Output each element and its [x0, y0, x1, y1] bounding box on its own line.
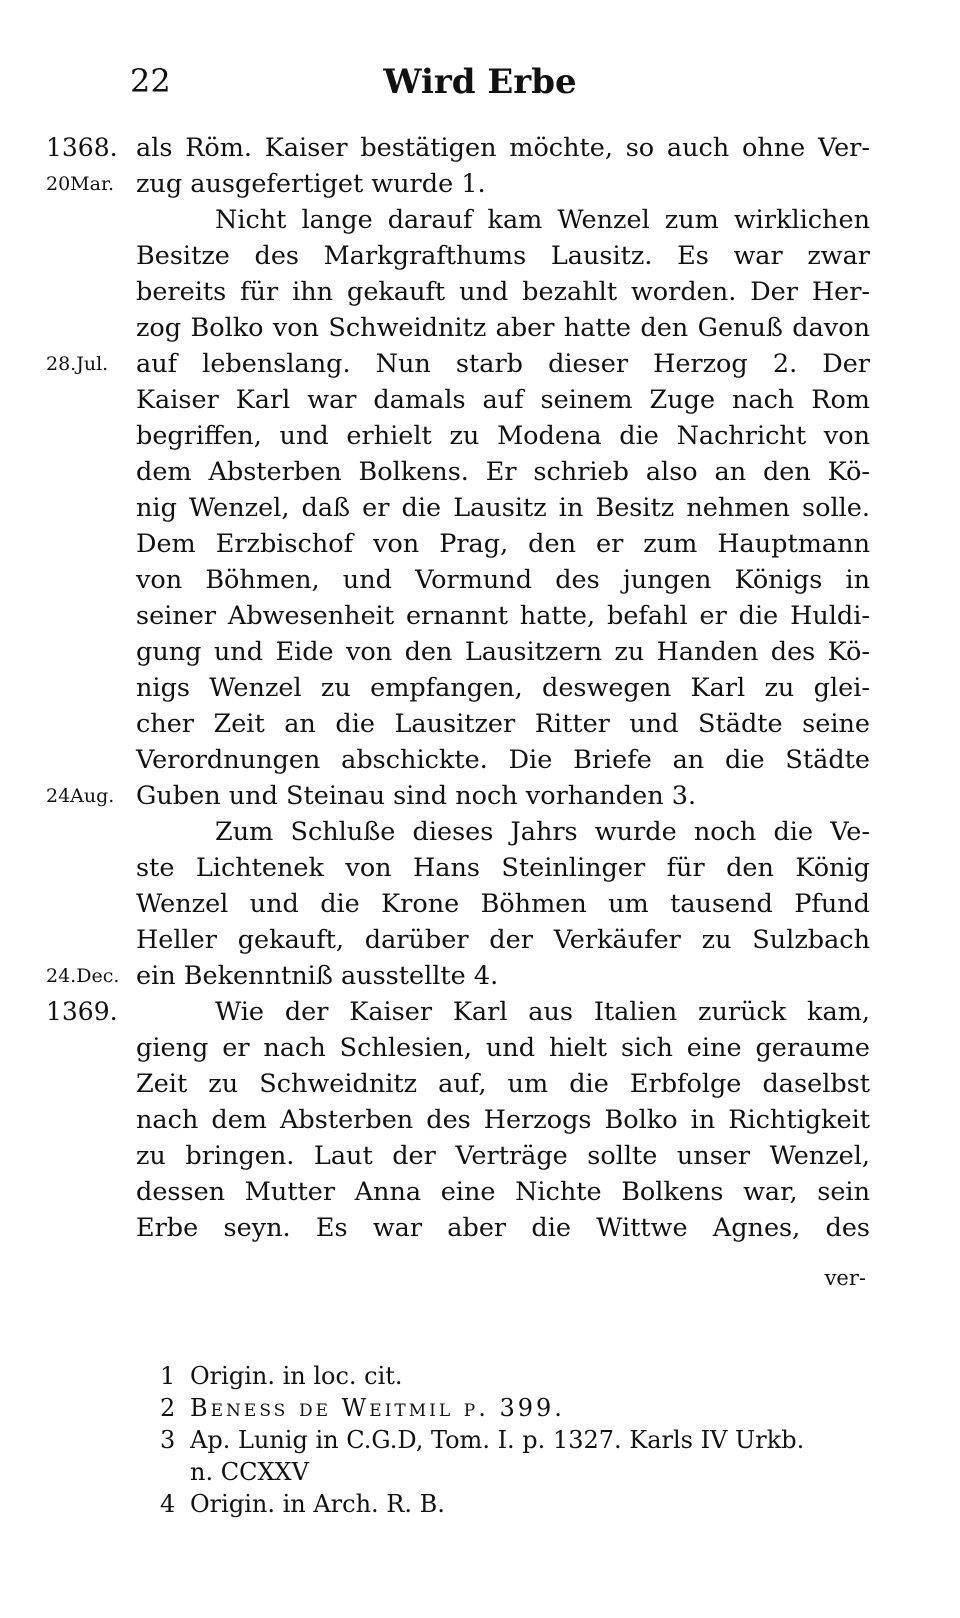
footnote — [160, 1360, 403, 1392]
text-line: dessen Mutter Anna eine Nichte Bolkens war, sein — [136, 1177, 870, 1207]
text-line: Besitze des Markgrafthums Lausitz. Es war zwar — [136, 241, 870, 271]
margin-note-date: 24.Dec. — [46, 965, 120, 987]
footnote-number: 1 — [160, 1362, 176, 1390]
text-line: begriffen, und erhielt zu Modena die Nachricht von — [136, 421, 870, 451]
margin-note-date: 28.Jul. — [46, 353, 109, 375]
footnote-number: 3 — [160, 1426, 176, 1454]
text-line: bereits für ihn gekauft und bezahlt worden. Der Her- — [136, 277, 870, 307]
footnote — [160, 1424, 804, 1456]
text-line: Wenzel und die Krone Böhmen um tausend Pfund — [136, 889, 870, 919]
text-line: Guben und Steinau sind noch vorhanden 3. — [136, 781, 697, 811]
footnote-text: Origin. in Arch. R. B. — [190, 1490, 445, 1518]
text-line: Wie der Kaiser Karl aus Italien zurück kam, — [215, 997, 870, 1027]
margin-note-date: 24Aug. — [46, 785, 115, 807]
running-head: Wird Erbe — [383, 62, 577, 102]
text-line: Zeit zu Schweidnitz auf, um die Erbfolge daselbst — [136, 1069, 870, 1099]
text-line: Dem Erzbischof von Prag, den er zum Hauptmann — [136, 529, 870, 559]
page-number: 22 — [130, 62, 171, 100]
text-line: Verordnungen abschickte. Die Briefe an die Städte — [136, 745, 870, 775]
text-line: Zum Schluße dieses Jahrs wurde noch die Ve- — [215, 817, 870, 847]
text-line: von Böhmen, und Vormund des jungen Königs in — [136, 565, 870, 595]
text-line: Kaiser Karl war damals auf seinem Zuge nach Rom — [136, 385, 870, 415]
footnote-continuation: n. CCXXV — [190, 1458, 309, 1486]
margin-note-date: 20Mar. — [46, 173, 114, 195]
text-line: nig Wenzel, daß er die Lausitz in Besitz nehmen solle. — [136, 493, 870, 523]
text-line: dem Absterben Bolkens. Er schrieb also an den Kö- — [136, 457, 870, 487]
text-line: Heller gekauft, darüber der Verkäufer zu Sulzbach — [136, 925, 870, 955]
footnote-text: Ap. Lunig in C.G.D, Tom. I. p. 1327. Karls IV Urkb. — [190, 1426, 805, 1454]
text-line: als Röm. Kaiser bestätigen möchte, so auch ohne Ver- — [136, 133, 870, 163]
text-line: nach dem Absterben des Herzogs Bolko in Richtigkeit — [136, 1105, 870, 1135]
catchword: ver- — [824, 1266, 866, 1290]
text-line: auf lebenslang. Nun starb dieser Herzog 2. Der — [136, 349, 870, 379]
margin-note-year: 1368. — [46, 133, 118, 162]
footnote-text: Origin. in loc. cit. — [190, 1362, 403, 1390]
footnote — [160, 1392, 565, 1424]
page-header — [130, 62, 830, 122]
footnote — [160, 1488, 445, 1520]
text-line: zu bringen. Laut der Verträge sollte unser Wenzel, — [136, 1141, 870, 1171]
footnote-number: 4 — [160, 1490, 176, 1518]
text-line: zog Bolko von Schweidnitz aber hatte den Genuß davon — [136, 313, 870, 343]
text-line: gieng er nach Schlesien, und hielt sich eine geraume — [136, 1033, 870, 1063]
margin-note-year: 1369. — [46, 997, 118, 1026]
text-line: cher Zeit an die Lausitzer Ritter und Städte seine — [136, 709, 870, 739]
footnote-text: Beness de Weitmil p. 399. — [190, 1394, 565, 1422]
text-line: gung und Eide von den Lausitzern zu Handen des Kö- — [136, 637, 870, 667]
text-line: nigs Wenzel zu empfangen, deswegen Karl zu glei- — [136, 673, 870, 703]
text-line: Nicht lange darauf kam Wenzel zum wirklichen — [215, 205, 870, 235]
text-line: ein Bekenntniß ausstellte 4. — [136, 961, 499, 991]
text-line: zug ausgefertiget wurde 1. — [136, 169, 486, 199]
text-line: ste Lichtenek von Hans Steinlinger für den König — [136, 853, 870, 883]
text-line: Erbe seyn. Es war aber die Wittwe Agnes, des — [136, 1213, 870, 1243]
footnote-number: 2 — [160, 1394, 176, 1422]
text-line: seiner Abwesenheit ernannt hatte, befahl er die Huldi- — [136, 601, 870, 631]
